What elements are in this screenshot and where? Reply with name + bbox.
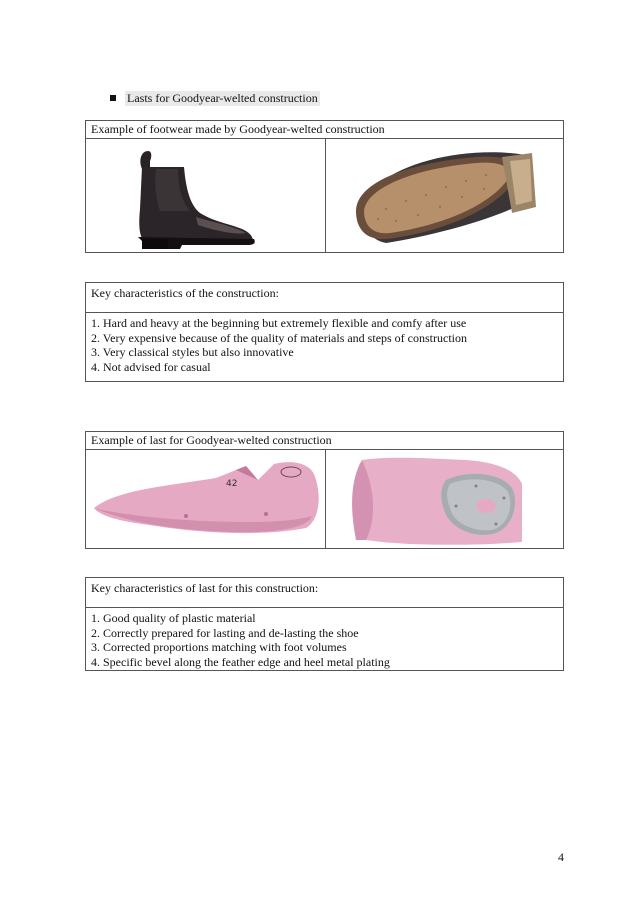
boot-sole-cell (325, 139, 564, 252)
last-heel-plate-image (326, 450, 564, 548)
last-example-table (85, 431, 564, 549)
list-item: 1. Good quality of plastic material (91, 611, 256, 625)
svg-text:42: 42 (226, 479, 238, 489)
shoe-last-cell (86, 450, 325, 548)
construction-characteristics-table (85, 282, 564, 382)
list-item: 1. Hard and heavy at the beginning but extremely flexible and comfy after use (91, 316, 467, 330)
list-item: 3. Corrected proportions matching with foot volumes (91, 640, 347, 654)
boot-sole-image (326, 139, 564, 252)
last-characteristics-heading: Key characteristics of last for this construction: (86, 578, 563, 608)
list-item: 2. Correctly prepared for lasting and de-lasting the shoe (91, 625, 359, 640)
construction-characteristics-heading: Key characteristics of the construction: (86, 283, 563, 313)
shoe-last-image (86, 450, 324, 548)
last-example-caption: Example of last for Goodyear-welted construction (86, 432, 563, 450)
bullet-square-icon (110, 95, 116, 101)
footwear-example-table (85, 120, 564, 253)
construction-characteristics-list (86, 313, 563, 381)
list-item: 3. Very classical styles but also innovative (91, 345, 294, 359)
footwear-example-caption: Example of footwear made by Goodyear-welted construction (86, 121, 563, 139)
list-item: 4. Specific bevel along the feather edge and heel metal plating (91, 654, 390, 669)
list-item: 2. Very expensive because of the quality of materials and steps of construction (91, 330, 468, 345)
section-bullet (108, 90, 320, 106)
last-characteristics-list (86, 608, 563, 670)
last-characteristics-table (85, 577, 564, 671)
last-heel-plate-cell (325, 450, 564, 548)
list-item: 4. Not advised for casual (91, 359, 211, 374)
chelsea-boot-cell (86, 139, 325, 252)
page-number: 4 (558, 850, 564, 864)
section-title: Lasts for Goodyear-welted construction (127, 90, 318, 105)
chelsea-boot-image (86, 139, 324, 252)
